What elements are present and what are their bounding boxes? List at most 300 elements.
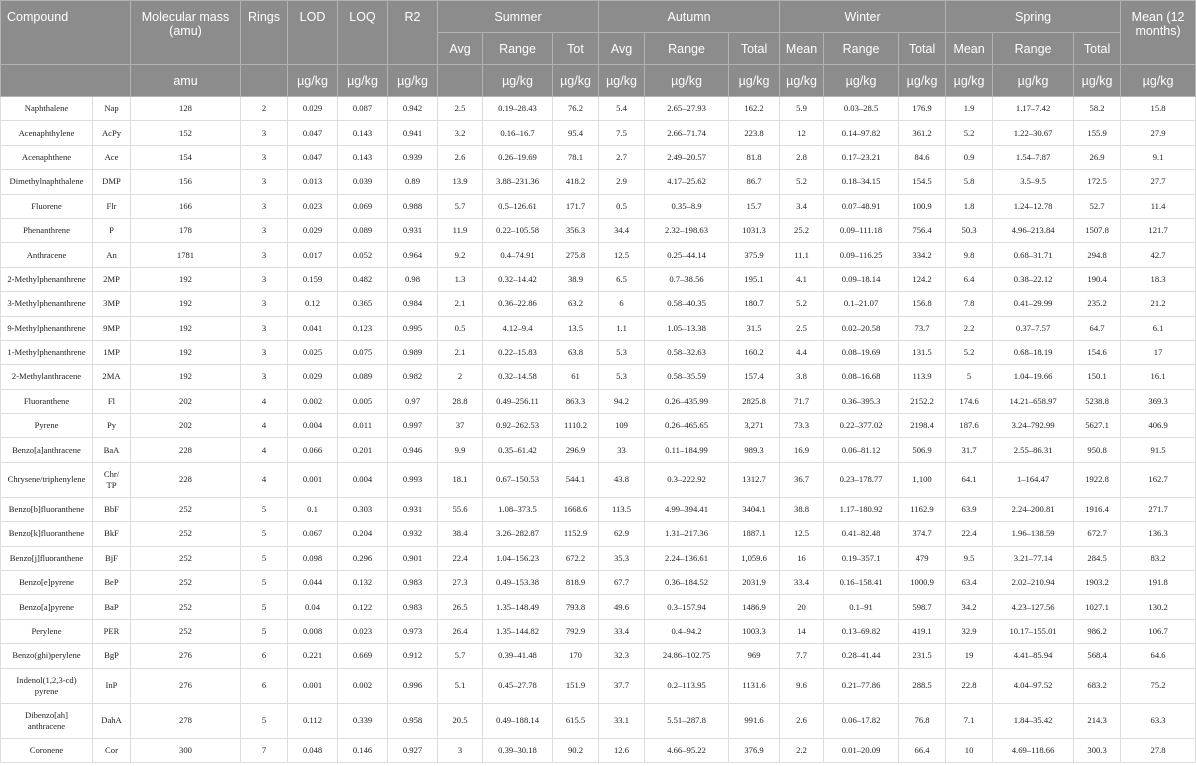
unit-summer-range: µg/kg	[483, 65, 553, 97]
cell-spring-range: 4.41–85.94	[993, 644, 1074, 668]
cell-compound-name: Benzo(ghi)perylene	[1, 644, 93, 668]
cell-mean-12-months: 27.9	[1121, 121, 1196, 145]
cell-loq: 0.087	[338, 97, 388, 121]
cell-summer-range: 3.88–231.36	[483, 170, 553, 194]
cell-mean-12-months: 27.7	[1121, 170, 1196, 194]
cell-summer-range: 0.49–256.11	[483, 389, 553, 413]
cell-summer-range: 0.16–16.7	[483, 121, 553, 145]
cell-winter-range: 0.06–81.12	[824, 438, 899, 462]
cell-autumn-total: 1887.1	[729, 522, 780, 546]
cell-summer-avg: 3	[438, 738, 483, 762]
header-r2: R2	[388, 1, 438, 65]
cell-winter-range: 0.23–178.77	[824, 462, 899, 497]
header-summer: Summer	[438, 1, 599, 33]
cell-spring-total: 986.2	[1074, 619, 1121, 643]
cell-spring-mean: 2.2	[946, 316, 993, 340]
cell-summer-range: 0.22–15.83	[483, 340, 553, 364]
cell-autumn-range: 2.24–136.61	[645, 546, 729, 570]
cell-winter-range: 0.09–18.14	[824, 267, 899, 291]
cell-autumn-range: 2.65–27.93	[645, 97, 729, 121]
cell-loq: 0.204	[338, 522, 388, 546]
cell-rings: 3	[241, 243, 288, 267]
cell-winter-mean: 25.2	[780, 218, 824, 242]
cell-r2: 0.996	[388, 668, 438, 703]
header-winter: Winter	[780, 1, 946, 33]
cell-molecular-mass: 192	[131, 365, 241, 389]
cell-summer-range: 0.39–30.18	[483, 738, 553, 762]
cell-summer-tot: 95.4	[553, 121, 599, 145]
cell-spring-total: 950.8	[1074, 438, 1121, 462]
cell-summer-avg: 27.3	[438, 571, 483, 595]
table-row	[1, 595, 1196, 619]
cell-summer-tot: 151.9	[553, 668, 599, 703]
cell-compound-name: 2-Methylanthracene	[1, 365, 93, 389]
cell-winter-range: 0.17–23.21	[824, 145, 899, 169]
cell-spring-range: 0.38–22.12	[993, 267, 1074, 291]
header-summer-avg: Avg	[438, 33, 483, 65]
cell-spring-mean: 1.8	[946, 194, 993, 218]
cell-abbreviation: An	[93, 243, 131, 267]
cell-abbreviation: Nap	[93, 97, 131, 121]
cell-rings: 4	[241, 462, 288, 497]
cell-r2: 0.993	[388, 462, 438, 497]
cell-autumn-avg: 62.9	[599, 522, 645, 546]
cell-lod: 0.001	[288, 462, 338, 497]
cell-autumn-total: 3404.1	[729, 497, 780, 521]
cell-summer-tot: 76.2	[553, 97, 599, 121]
cell-autumn-range: 0.35–8.9	[645, 194, 729, 218]
cell-compound-name: Benzo[b]fluoranthene	[1, 497, 93, 521]
cell-molecular-mass: 278	[131, 703, 241, 738]
cell-spring-range: 4.04–97.52	[993, 668, 1074, 703]
cell-spring-mean: 1.9	[946, 97, 993, 121]
cell-spring-range: 10.17–155.01	[993, 619, 1074, 643]
cell-r2: 0.946	[388, 438, 438, 462]
cell-molecular-mass: 128	[131, 97, 241, 121]
cell-spring-range: 0.41–29.99	[993, 292, 1074, 316]
cell-compound-name: Acenaphthene	[1, 145, 93, 169]
cell-spring-total: 300.3	[1074, 738, 1121, 762]
cell-spring-range: 1.96–138.59	[993, 522, 1074, 546]
header-compound: Compound	[1, 1, 131, 65]
cell-winter-mean: 73.3	[780, 414, 824, 438]
cell-molecular-mass: 166	[131, 194, 241, 218]
cell-summer-avg: 22.4	[438, 546, 483, 570]
cell-loq: 0.303	[338, 497, 388, 521]
cell-molecular-mass: 152	[131, 121, 241, 145]
cell-r2: 0.931	[388, 497, 438, 521]
cell-spring-range: 2.24–200.81	[993, 497, 1074, 521]
cell-spring-range: 3.21–77.14	[993, 546, 1074, 570]
cell-spring-total: 1922.8	[1074, 462, 1121, 497]
cell-spring-total: 64.7	[1074, 316, 1121, 340]
cell-winter-mean: 7.7	[780, 644, 824, 668]
cell-summer-tot: 615.5	[553, 703, 599, 738]
cell-rings: 3	[241, 194, 288, 218]
table-row	[1, 438, 1196, 462]
table-row	[1, 546, 1196, 570]
cell-winter-mean: 36.7	[780, 462, 824, 497]
cell-spring-range: 4.96–213.84	[993, 218, 1074, 242]
table-row	[1, 292, 1196, 316]
cell-autumn-avg: 5.3	[599, 365, 645, 389]
cell-mean-12-months: 9.1	[1121, 145, 1196, 169]
cell-spring-total: 1507.8	[1074, 218, 1121, 242]
cell-r2: 0.988	[388, 194, 438, 218]
cell-autumn-avg: 34.4	[599, 218, 645, 242]
cell-spring-mean: 7.1	[946, 703, 993, 738]
cell-autumn-total: 180.7	[729, 292, 780, 316]
cell-autumn-total: 160.2	[729, 340, 780, 364]
cell-r2: 0.997	[388, 414, 438, 438]
cell-abbreviation: PER	[93, 619, 131, 643]
cell-spring-range: 1.54–7.87	[993, 145, 1074, 169]
cell-compound-name: Coronene	[1, 738, 93, 762]
cell-compound-name: Benzo[a]pyrene	[1, 595, 93, 619]
cell-abbreviation: Fl	[93, 389, 131, 413]
cell-winter-mean: 16.9	[780, 438, 824, 462]
cell-spring-total: 155.9	[1074, 121, 1121, 145]
cell-spring-mean: 34.2	[946, 595, 993, 619]
cell-winter-mean: 9.6	[780, 668, 824, 703]
cell-rings: 5	[241, 497, 288, 521]
cell-molecular-mass: 300	[131, 738, 241, 762]
cell-spring-mean: 6.4	[946, 267, 993, 291]
cell-winter-range: 0.1–91	[824, 595, 899, 619]
cell-summer-tot: 544.1	[553, 462, 599, 497]
cell-abbreviation: P	[93, 218, 131, 242]
cell-abbreviation: InP	[93, 668, 131, 703]
header-autumn-range: Range	[645, 33, 729, 65]
cell-winter-total: 124.2	[899, 267, 946, 291]
cell-spring-mean: 63.9	[946, 497, 993, 521]
cell-spring-total: 5627.1	[1074, 414, 1121, 438]
cell-autumn-avg: 2.9	[599, 170, 645, 194]
cell-abbreviation: BbF	[93, 497, 131, 521]
cell-abbreviation: Chr/ TP	[93, 462, 131, 497]
cell-abbreviation: DahA	[93, 703, 131, 738]
cell-compound-name: 3-Methylphenanthrene	[1, 292, 93, 316]
cell-loq: 0.011	[338, 414, 388, 438]
cell-abbreviation: 2MA	[93, 365, 131, 389]
cell-winter-range: 0.18–34.15	[824, 170, 899, 194]
cell-spring-total: 568.4	[1074, 644, 1121, 668]
table-row	[1, 644, 1196, 668]
cell-winter-total: 2198.4	[899, 414, 946, 438]
cell-abbreviation: Ace	[93, 145, 131, 169]
cell-lod: 0.098	[288, 546, 338, 570]
unit-rings	[241, 65, 288, 97]
cell-summer-avg: 2.1	[438, 340, 483, 364]
cell-autumn-range: 0.3–157.94	[645, 595, 729, 619]
cell-winter-range: 0.16–158.41	[824, 571, 899, 595]
cell-r2: 0.89	[388, 170, 438, 194]
cell-summer-tot: 296.9	[553, 438, 599, 462]
cell-rings: 4	[241, 389, 288, 413]
cell-winter-range: 0.07–48.91	[824, 194, 899, 218]
cell-lod: 0.12	[288, 292, 338, 316]
cell-abbreviation: BaP	[93, 595, 131, 619]
cell-lod: 0.067	[288, 522, 338, 546]
cell-autumn-avg: 109	[599, 414, 645, 438]
cell-autumn-total: 2031.9	[729, 571, 780, 595]
cell-compound-name: Fluorene	[1, 194, 93, 218]
cell-autumn-total: 157.4	[729, 365, 780, 389]
cell-winter-mean: 71.7	[780, 389, 824, 413]
cell-spring-range: 1–164.47	[993, 462, 1074, 497]
cell-autumn-total: 86.7	[729, 170, 780, 194]
cell-winter-range: 0.19–357.1	[824, 546, 899, 570]
cell-winter-total: 113.9	[899, 365, 946, 389]
table-row	[1, 619, 1196, 643]
cell-winter-range: 0.03–28.5	[824, 97, 899, 121]
cell-winter-range: 0.08–16.68	[824, 365, 899, 389]
cell-loq: 0.143	[338, 145, 388, 169]
cell-winter-total: 334.2	[899, 243, 946, 267]
cell-winter-range: 0.01–20.09	[824, 738, 899, 762]
cell-spring-mean: 5.2	[946, 340, 993, 364]
cell-autumn-total: 1131.6	[729, 668, 780, 703]
cell-autumn-range: 0.11–184.99	[645, 438, 729, 462]
cell-lod: 0.041	[288, 316, 338, 340]
cell-autumn-total: 2825.8	[729, 389, 780, 413]
cell-summer-avg: 37	[438, 414, 483, 438]
cell-lod: 0.004	[288, 414, 338, 438]
cell-spring-total: 1027.1	[1074, 595, 1121, 619]
cell-summer-avg: 20.5	[438, 703, 483, 738]
unit-spring-mean: µg/kg	[946, 65, 993, 97]
cell-molecular-mass: 202	[131, 414, 241, 438]
cell-winter-range: 1.17–180.92	[824, 497, 899, 521]
cell-spring-mean: 31.7	[946, 438, 993, 462]
cell-loq: 0.143	[338, 121, 388, 145]
cell-spring-total: 235.2	[1074, 292, 1121, 316]
cell-autumn-total: 1031.3	[729, 218, 780, 242]
unit-lod: µg/kg	[288, 65, 338, 97]
cell-autumn-avg: 37.7	[599, 668, 645, 703]
cell-compound-name: Indenol(1,2,3-cd) pyrene	[1, 668, 93, 703]
cell-summer-avg: 2	[438, 365, 483, 389]
cell-winter-range: 0.28–41.44	[824, 644, 899, 668]
cell-summer-tot: 90.2	[553, 738, 599, 762]
cell-winter-total: 374.7	[899, 522, 946, 546]
cell-r2: 0.98	[388, 267, 438, 291]
cell-loq: 0.005	[338, 389, 388, 413]
cell-autumn-total: 223.8	[729, 121, 780, 145]
cell-winter-range: 0.14–97.82	[824, 121, 899, 145]
cell-r2: 0.901	[388, 546, 438, 570]
cell-autumn-avg: 7.5	[599, 121, 645, 145]
cell-winter-range: 0.02–20.58	[824, 316, 899, 340]
cell-compound-name: Benzo[j]fluoranthene	[1, 546, 93, 570]
cell-winter-total: 154.5	[899, 170, 946, 194]
cell-lod: 0.029	[288, 97, 338, 121]
unit-autumn-total: µg/kg	[729, 65, 780, 97]
cell-autumn-avg: 113.5	[599, 497, 645, 521]
cell-summer-range: 0.36–22.86	[483, 292, 553, 316]
cell-molecular-mass: 192	[131, 340, 241, 364]
cell-molecular-mass: 192	[131, 267, 241, 291]
cell-r2: 0.941	[388, 121, 438, 145]
cell-molecular-mass: 178	[131, 218, 241, 242]
cell-winter-range: 0.36–395.3	[824, 389, 899, 413]
cell-rings: 5	[241, 703, 288, 738]
cell-spring-range: 0.37–7.57	[993, 316, 1074, 340]
cell-winter-total: 288.5	[899, 668, 946, 703]
cell-mean-12-months: 106.7	[1121, 619, 1196, 643]
cell-lod: 0.029	[288, 218, 338, 242]
cell-winter-mean: 5.9	[780, 97, 824, 121]
cell-molecular-mass: 156	[131, 170, 241, 194]
cell-autumn-avg: 1.1	[599, 316, 645, 340]
cell-summer-tot: 13.5	[553, 316, 599, 340]
cell-mean-12-months: 16.1	[1121, 365, 1196, 389]
cell-summer-range: 3.26–282.87	[483, 522, 553, 546]
cell-lod: 0.112	[288, 703, 338, 738]
cell-spring-mean: 64.1	[946, 462, 993, 497]
cell-autumn-range: 2.66–71.74	[645, 121, 729, 145]
header-winter-total: Total	[899, 33, 946, 65]
cell-mean-12-months: 63.3	[1121, 703, 1196, 738]
cell-autumn-range: 2.49–20.57	[645, 145, 729, 169]
table-row	[1, 97, 1196, 121]
cell-summer-range: 1.35–148.49	[483, 595, 553, 619]
unit-loq: µg/kg	[338, 65, 388, 97]
cell-summer-range: 0.4–74.91	[483, 243, 553, 267]
cell-mean-12-months: 11.4	[1121, 194, 1196, 218]
cell-rings: 5	[241, 595, 288, 619]
cell-spring-total: 58.2	[1074, 97, 1121, 121]
cell-summer-tot: 63.8	[553, 340, 599, 364]
header-spring: Spring	[946, 1, 1121, 33]
cell-molecular-mass: 252	[131, 546, 241, 570]
cell-spring-total: 214.3	[1074, 703, 1121, 738]
cell-autumn-avg: 6.5	[599, 267, 645, 291]
cell-winter-total: 756.4	[899, 218, 946, 242]
cell-loq: 0.069	[338, 194, 388, 218]
cell-molecular-mass: 252	[131, 522, 241, 546]
cell-loq: 0.122	[338, 595, 388, 619]
cell-autumn-range: 0.58–32.63	[645, 340, 729, 364]
cell-spring-mean: 22.4	[946, 522, 993, 546]
cell-loq: 0.365	[338, 292, 388, 316]
cell-mean-12-months: 406.9	[1121, 414, 1196, 438]
cell-lod: 0.04	[288, 595, 338, 619]
cell-autumn-range: 4.66–95.22	[645, 738, 729, 762]
cell-molecular-mass: 228	[131, 438, 241, 462]
cell-winter-mean: 3.8	[780, 365, 824, 389]
cell-summer-range: 0.5–126.61	[483, 194, 553, 218]
cell-winter-range: 0.1–21.07	[824, 292, 899, 316]
cell-winter-total: 2152.2	[899, 389, 946, 413]
table-row	[1, 414, 1196, 438]
cell-compound-name: Naphthalene	[1, 97, 93, 121]
cell-winter-total: 84.6	[899, 145, 946, 169]
table-body	[1, 97, 1196, 763]
cell-rings: 5	[241, 522, 288, 546]
unit-summer-tot: µg/kg	[553, 65, 599, 97]
cell-mean-12-months: 136.3	[1121, 522, 1196, 546]
cell-abbreviation: BgP	[93, 644, 131, 668]
cell-winter-range: 0.06–17.82	[824, 703, 899, 738]
cell-spring-range: 1.17–7.42	[993, 97, 1074, 121]
table-row	[1, 243, 1196, 267]
cell-r2: 0.995	[388, 316, 438, 340]
cell-spring-total: 294.8	[1074, 243, 1121, 267]
cell-summer-avg: 2.5	[438, 97, 483, 121]
cell-lod: 0.008	[288, 619, 338, 643]
cell-spring-range: 1.04–19.66	[993, 365, 1074, 389]
table-row	[1, 389, 1196, 413]
cell-spring-mean: 7.8	[946, 292, 993, 316]
cell-molecular-mass: 276	[131, 644, 241, 668]
table-row	[1, 365, 1196, 389]
cell-autumn-avg: 43.8	[599, 462, 645, 497]
cell-winter-total: 73.7	[899, 316, 946, 340]
cell-summer-tot: 170	[553, 644, 599, 668]
cell-mean-12-months: 15.8	[1121, 97, 1196, 121]
cell-spring-mean: 9.5	[946, 546, 993, 570]
unit-mass: amu	[131, 65, 241, 97]
cell-summer-avg: 11.9	[438, 218, 483, 242]
cell-winter-total: 66.4	[899, 738, 946, 762]
cell-abbreviation: 9MP	[93, 316, 131, 340]
cell-winter-mean: 5.2	[780, 170, 824, 194]
cell-autumn-range: 0.26–465.65	[645, 414, 729, 438]
cell-autumn-range: 0.26–435.99	[645, 389, 729, 413]
cell-autumn-avg: 6	[599, 292, 645, 316]
cell-molecular-mass: 1781	[131, 243, 241, 267]
cell-autumn-range: 0.2–113.95	[645, 668, 729, 703]
table-row	[1, 703, 1196, 738]
cell-compound-name: Perylene	[1, 619, 93, 643]
cell-winter-mean: 16	[780, 546, 824, 570]
table-row	[1, 170, 1196, 194]
cell-autumn-avg: 33.4	[599, 619, 645, 643]
cell-r2: 0.983	[388, 595, 438, 619]
cell-autumn-avg: 33.1	[599, 703, 645, 738]
cell-loq: 0.039	[338, 170, 388, 194]
cell-compound-name: Fluoranthene	[1, 389, 93, 413]
table-row	[1, 145, 1196, 169]
cell-rings: 3	[241, 218, 288, 242]
cell-autumn-total: 375.9	[729, 243, 780, 267]
cell-autumn-range: 0.4–94.2	[645, 619, 729, 643]
header-lod: LOD	[288, 1, 338, 65]
cell-autumn-total: 195.1	[729, 267, 780, 291]
cell-r2: 0.931	[388, 218, 438, 242]
cell-spring-range: 4.23–127.56	[993, 595, 1074, 619]
cell-r2: 0.989	[388, 340, 438, 364]
cell-compound-name: Anthracene	[1, 243, 93, 267]
cell-autumn-avg: 5.3	[599, 340, 645, 364]
cell-autumn-range: 2.32–198.63	[645, 218, 729, 242]
cell-spring-range: 2.02–210.94	[993, 571, 1074, 595]
cell-compound-name: Dimethylnaphthalene	[1, 170, 93, 194]
cell-molecular-mass: 276	[131, 668, 241, 703]
cell-mean-12-months: 121.7	[1121, 218, 1196, 242]
cell-winter-mean: 5.2	[780, 292, 824, 316]
cell-r2: 0.964	[388, 243, 438, 267]
cell-autumn-total: 31.5	[729, 316, 780, 340]
cell-abbreviation: BaA	[93, 438, 131, 462]
cell-summer-tot: 63.2	[553, 292, 599, 316]
cell-summer-range: 0.26–19.69	[483, 145, 553, 169]
cell-loq: 0.201	[338, 438, 388, 462]
cell-spring-total: 52.7	[1074, 194, 1121, 218]
cell-abbreviation: BeP	[93, 571, 131, 595]
cell-summer-range: 0.45–27.78	[483, 668, 553, 703]
